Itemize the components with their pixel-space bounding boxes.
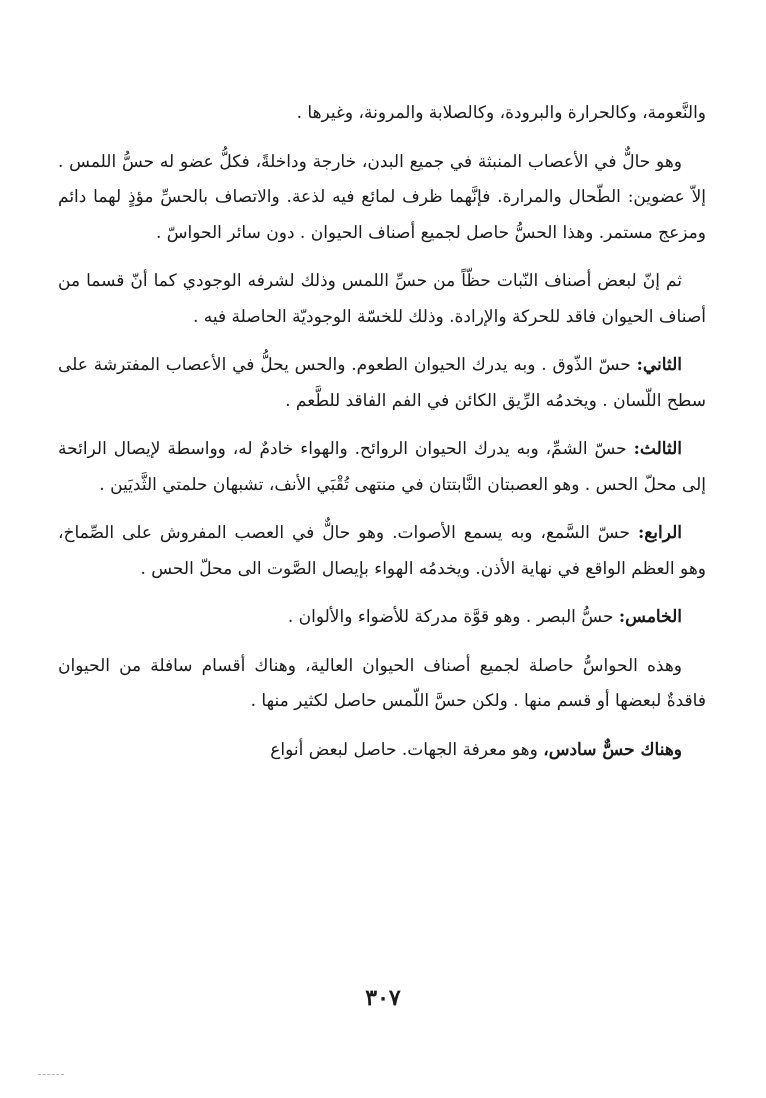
- paragraph-text: حسّ الشمِّ، وبه يدرك الحيوان الروائح. والهواء خادمٌ له، وواسطة لإيصال الرائحة إلى محلّ الحس . وهو العصبتان النَّابتتان في منتهى تُقْبَي الأنف، تشبهان حلمتي الثَّديَين .: [58, 439, 706, 495]
- paragraph-text: وهو حالٌّ في الأعصاب المنبثة في جميع البدن، خارجة وداخلةً، فكلُّ عضو له حسُّ اللمس . إلاّ عضوين: الطّحال والمرارة. فإنَّهما ظرف لمائع فيه لذعة. والاتصاف بالحسِّ مؤذٍ لهما دائم ومزعج مستمر. وهذا الحسُّ حاصل لجميع أصناف الحيوان . دون سائر الحواسّ .: [58, 151, 706, 243]
- paragraph-text: وهو معرفة الجهات. حاصل لبعض أنواع: [270, 739, 544, 760]
- paragraph-3: [58, 264, 706, 335]
- paragraph-text: ثم إنّ لبعض أصناف النّبات حظّاً من حسِّ اللمس وذلك لشرفه الوجودي كما أنّ قسما من أصناف الحيوان فاقد للحركة والإرادة. وذلك للخسّة الوجوديّة الحاصلة فيه .: [58, 271, 706, 327]
- paragraph-4: [58, 348, 706, 419]
- paragraph-lead: الثاني:: [636, 355, 682, 375]
- paragraph-lead: الثالث:: [633, 439, 682, 459]
- body-text: [58, 96, 706, 781]
- paragraph-text: وهذه الحواسُّ حاصلة لجميع أصناف الحيوان العالية، وهناك أقسام سافلة من الحيوان فاقدةٌ لبعضها أو قسم منها . ولكن حسَّ اللّمس حاصل لكثير منها .: [58, 655, 706, 711]
- paragraph-text: حسّ الذّوق . وبه يدرك الحيوان الطعوم. والحس يحلُّ في الأعصاب المفترشة على سطح اللّسان . ويخدمُه الرِّيق الكائن في الفم الفاقد للطَّعم .: [58, 355, 706, 411]
- paragraph-8: [58, 649, 706, 720]
- paragraph-lead: الرابع:: [637, 523, 682, 543]
- paragraph-6: [58, 516, 706, 587]
- paragraph-lead: وهناك حسٌّ سادس،: [543, 739, 682, 760]
- paragraph-1: [58, 96, 706, 132]
- page-number: ٣٠٧: [365, 985, 401, 1011]
- scan-mark: [38, 1074, 64, 1076]
- paragraph-text: حسُّ البصر . وهو قوَّة مدركة للأضواء والألوان .: [287, 607, 619, 627]
- paragraph-text: حسّ السَّمع، وبه يسمع الأصوات. وهو حالٌّ في العصب المفروش على الصِّماخ، وهو العظم الواقع في نهاية الأذن. ويخدمُه الهواء بإيصال الصَّوت الى محلّ الحس .: [58, 523, 706, 579]
- paragraph-7: [58, 600, 706, 636]
- paragraph-lead: الخامس:: [618, 607, 682, 627]
- paragraph-5: [58, 432, 706, 503]
- paragraph-2: [58, 145, 706, 252]
- paragraph-text: والنَّعومة، وكالحرارة والبرودة، وكالصلابة والمرونة، وغيرها .: [296, 103, 706, 123]
- paragraph-9: [58, 733, 706, 769]
